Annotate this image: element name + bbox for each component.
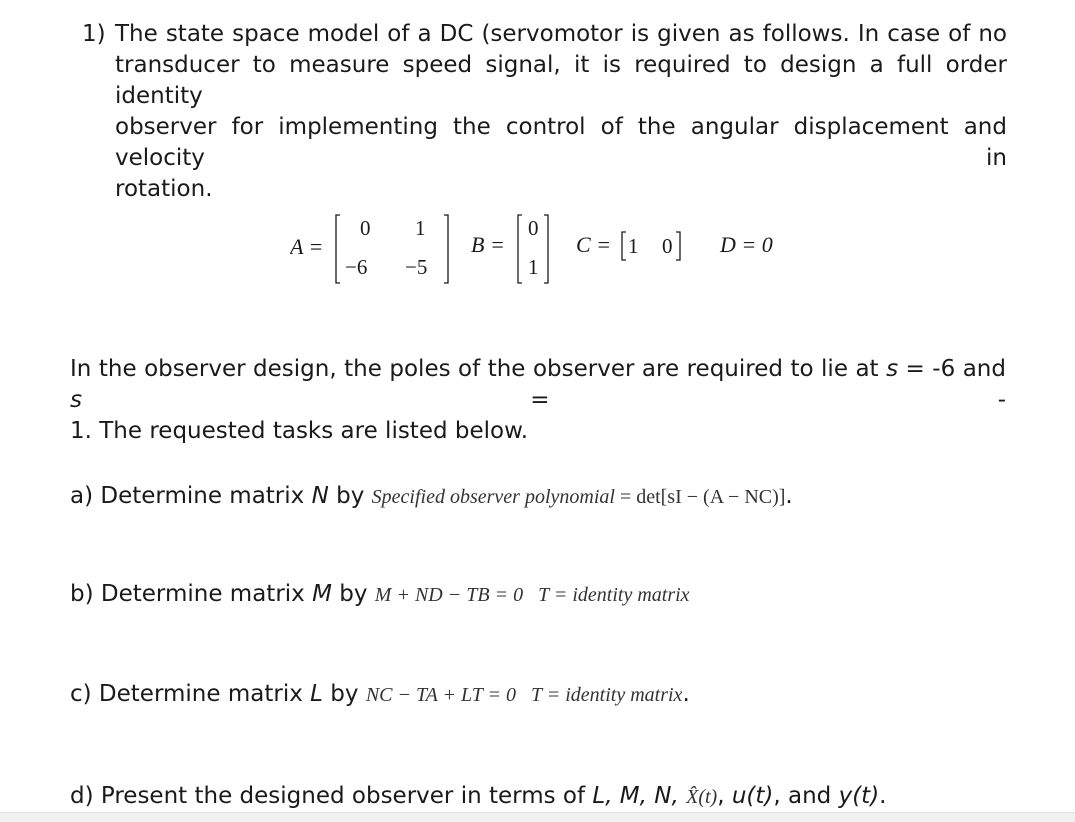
question-text bbox=[115, 19, 1007, 205]
matrix-c-label: C = bbox=[576, 232, 612, 257]
task-a-variable: N bbox=[311, 483, 329, 509]
task-a-formula-text: Specified observer polynomial bbox=[371, 486, 615, 508]
matrix-c-entry: 1 bbox=[628, 234, 639, 258]
task-d bbox=[70, 781, 886, 813]
task-d-input: u(t) bbox=[731, 783, 774, 809]
task-c-suffix: . bbox=[682, 681, 690, 707]
task-d-prefix: d) Present the designed observer in terms of bbox=[70, 783, 593, 809]
question-line-4: rotation. bbox=[115, 176, 213, 202]
matrix-c-right-bracket bbox=[676, 232, 680, 260]
variable-s: s bbox=[886, 356, 899, 382]
task-d-xhat-symbol: X̂(t) bbox=[686, 786, 718, 808]
task-a-suffix: . bbox=[785, 483, 793, 509]
question-number: 1) bbox=[82, 21, 106, 47]
task-a-formula bbox=[372, 486, 786, 508]
task-b-prefix: b) Determine matrix bbox=[70, 581, 313, 607]
task-b-identity: T = identity matrix bbox=[538, 584, 690, 606]
state-space-matrices bbox=[290, 208, 810, 288]
matrix-a-entry: 0 bbox=[360, 216, 371, 240]
task-b-formula bbox=[375, 584, 690, 606]
task-c-formula bbox=[366, 684, 683, 706]
task-a-by: by bbox=[328, 483, 372, 509]
matrix-a-label: A = bbox=[290, 234, 324, 259]
task-c bbox=[70, 679, 690, 711]
observer-design-paragraph bbox=[70, 354, 1006, 447]
task-c-by: by bbox=[322, 681, 366, 707]
matrix-a-entry: −6 bbox=[345, 255, 368, 279]
matrix-a-right-bracket bbox=[444, 215, 448, 283]
matrix-a-entry: 1 bbox=[415, 216, 426, 240]
question-line-1: The state space model of a DC (servomotor is given as follows. In case of no bbox=[115, 21, 1007, 47]
question-line-2: transducer to measure speed signal, it is required to design a full order identity bbox=[115, 52, 1007, 109]
task-b-variable: M bbox=[312, 581, 332, 607]
task-a-formula-rest: = det[sI − (A − NC)] bbox=[614, 486, 786, 508]
task-a-prefix: a) Determine matrix bbox=[70, 483, 312, 509]
question-line-3: observer for implementing the control of the angular displacement and velocity in bbox=[115, 114, 1007, 171]
question-1 bbox=[82, 19, 1007, 205]
observer-text: = -6 and bbox=[898, 356, 1006, 382]
matrix-d-label: D = 0 bbox=[720, 232, 773, 257]
task-c-prefix: c) Determine matrix bbox=[70, 681, 311, 707]
task-c-variable: L bbox=[310, 681, 323, 707]
observer-line-1 bbox=[70, 354, 1006, 416]
matrix-b-right-bracket bbox=[544, 215, 548, 283]
task-d-output: y(t) bbox=[838, 783, 880, 809]
matrix-b-entry: 0 bbox=[528, 216, 539, 240]
task-d-suffix: . bbox=[879, 783, 887, 809]
matrices-figure bbox=[290, 208, 810, 288]
observer-text: In the observer design, the poles of the observer are required to lie at bbox=[70, 356, 887, 382]
observer-line-2: 1. The requested tasks are listed below. bbox=[70, 418, 529, 444]
matrix-c-left-bracket bbox=[622, 232, 626, 260]
matrix-a-left-bracket bbox=[336, 215, 340, 283]
task-d-separator: , and bbox=[773, 783, 839, 809]
task-b-equation: M + ND − TB = 0 bbox=[374, 584, 524, 606]
task-d-xhat bbox=[686, 786, 717, 808]
task-a bbox=[70, 481, 793, 513]
matrix-c-entry: 0 bbox=[662, 234, 673, 258]
task-b-by: by bbox=[331, 581, 375, 607]
matrix-b-left-bracket bbox=[518, 215, 522, 283]
variable-s: s bbox=[70, 387, 82, 413]
task-d-variables: L, M, N, bbox=[592, 783, 679, 809]
observer-text: = - bbox=[81, 387, 1006, 413]
task-d-separator: , bbox=[717, 783, 732, 809]
task-c-identity: T = identity matrix bbox=[530, 684, 683, 706]
task-b bbox=[70, 579, 690, 611]
task-c-equation: NC − TA + LT = 0 bbox=[365, 684, 516, 706]
matrix-a-entry: −5 bbox=[405, 255, 428, 279]
matrix-b-entry: 1 bbox=[528, 255, 539, 279]
matrix-b-label: B = bbox=[471, 232, 505, 257]
